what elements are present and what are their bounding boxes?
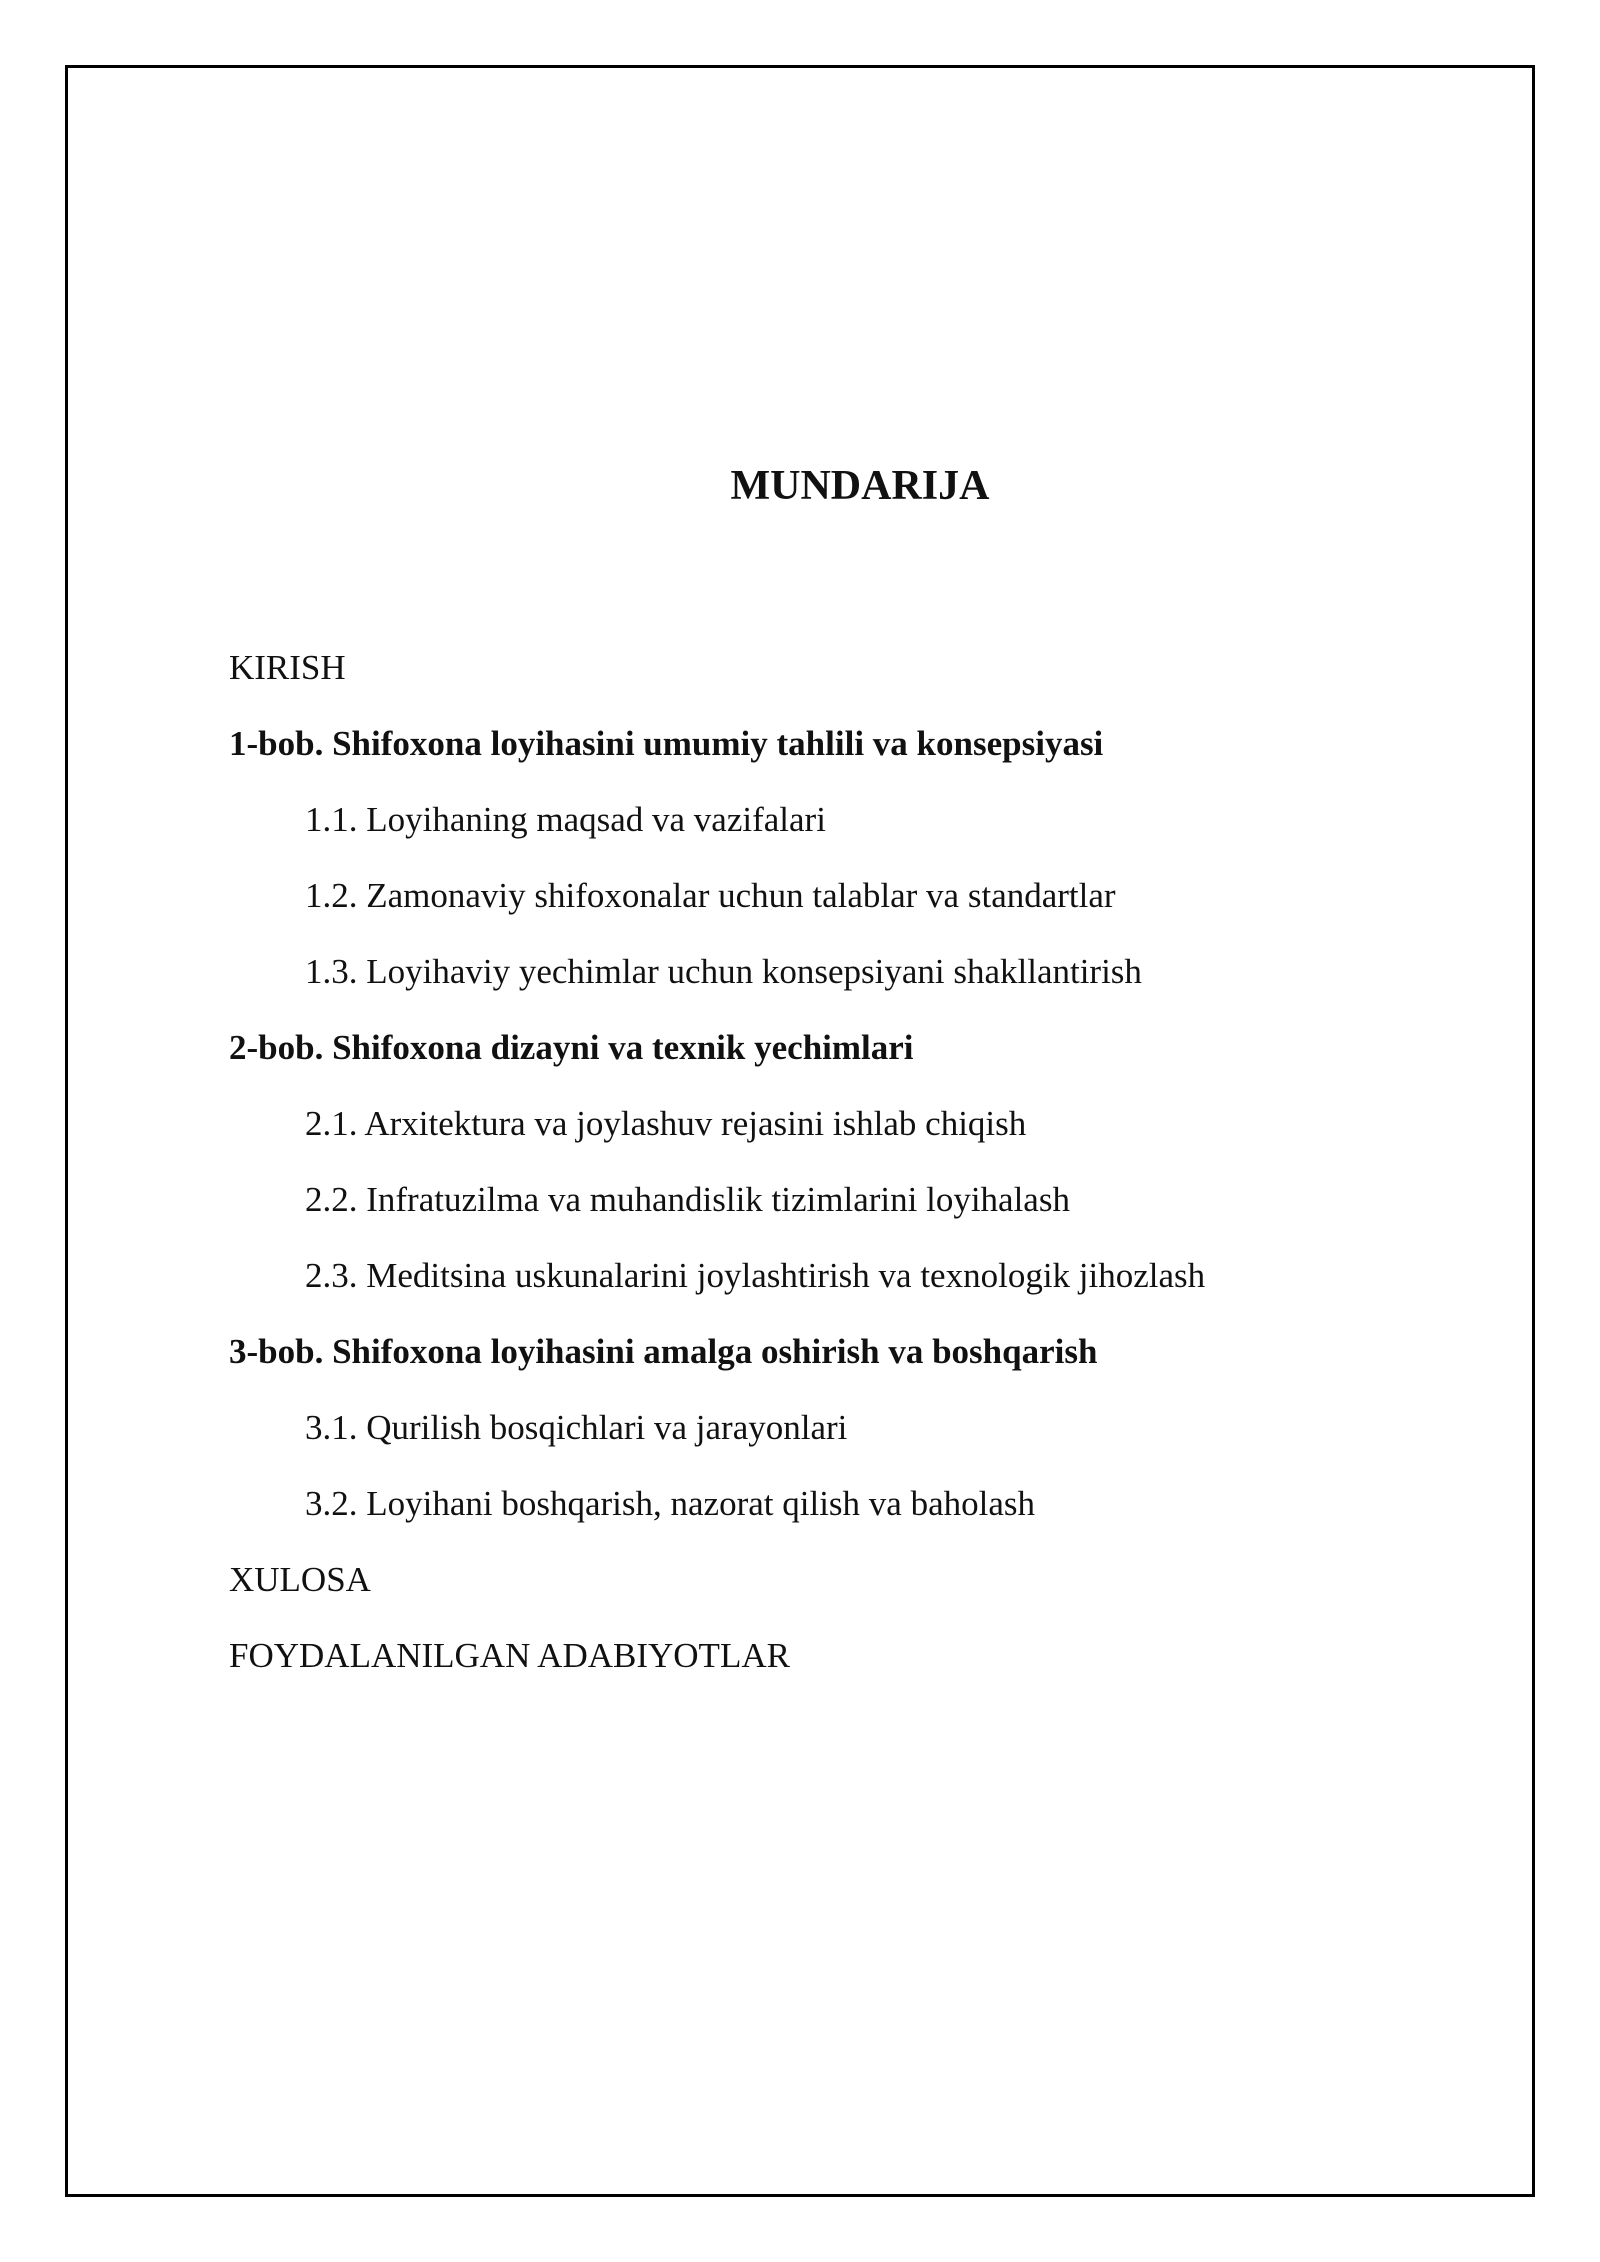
toc-chapter-3: 3-bob. Shifoxona loyihasini amalga oshirish va boshqarish — [229, 1332, 1098, 1371]
toc-section-2-3: 2.3. Meditsina uskunalarini joylashtirish va texnologik jihozlash — [305, 1256, 1206, 1295]
toc-section-1-1: 1.1. Loyihaning maqsad va vazifalari — [305, 800, 826, 839]
toc-entry-conclusion: XULOSA — [229, 1560, 371, 1599]
toc-section-1-3: 1.3. Loyihaviy yechimlar uchun konsepsiyani shakllantirish — [305, 952, 1142, 991]
table-of-contents — [229, 640, 1469, 1704]
toc-entry-introduction: KIRISH — [229, 648, 346, 687]
toc-section-3-2: 3.2. Loyihani boshqarish, nazorat qilish va baholash — [305, 1484, 1035, 1523]
toc-section-2-2: 2.2. Infratuzilma va muhandislik tizimlarini loyihalash — [305, 1180, 1070, 1219]
toc-section-3-1: 3.1. Qurilish bosqichlari va jarayonlari — [305, 1408, 848, 1447]
toc-entry-references: FOYDALANILGAN ADABIYOTLAR — [229, 1636, 790, 1675]
toc-section-1-2: 1.2. Zamonaviy shifoxonalar uchun talablar va standartlar — [305, 876, 1116, 915]
page-title: MUNDARIJA — [730, 463, 990, 509]
toc-chapter-2: 2-bob. Shifoxona dizayni va texnik yechimlari — [229, 1028, 914, 1067]
toc-section-2-1: 2.1. Arxitektura va joylashuv rejasini ishlab chiqish — [305, 1104, 1027, 1143]
toc-chapter-1: 1-bob. Shifoxona loyihasini umumiy tahlili va konsepsiyasi — [229, 724, 1104, 763]
